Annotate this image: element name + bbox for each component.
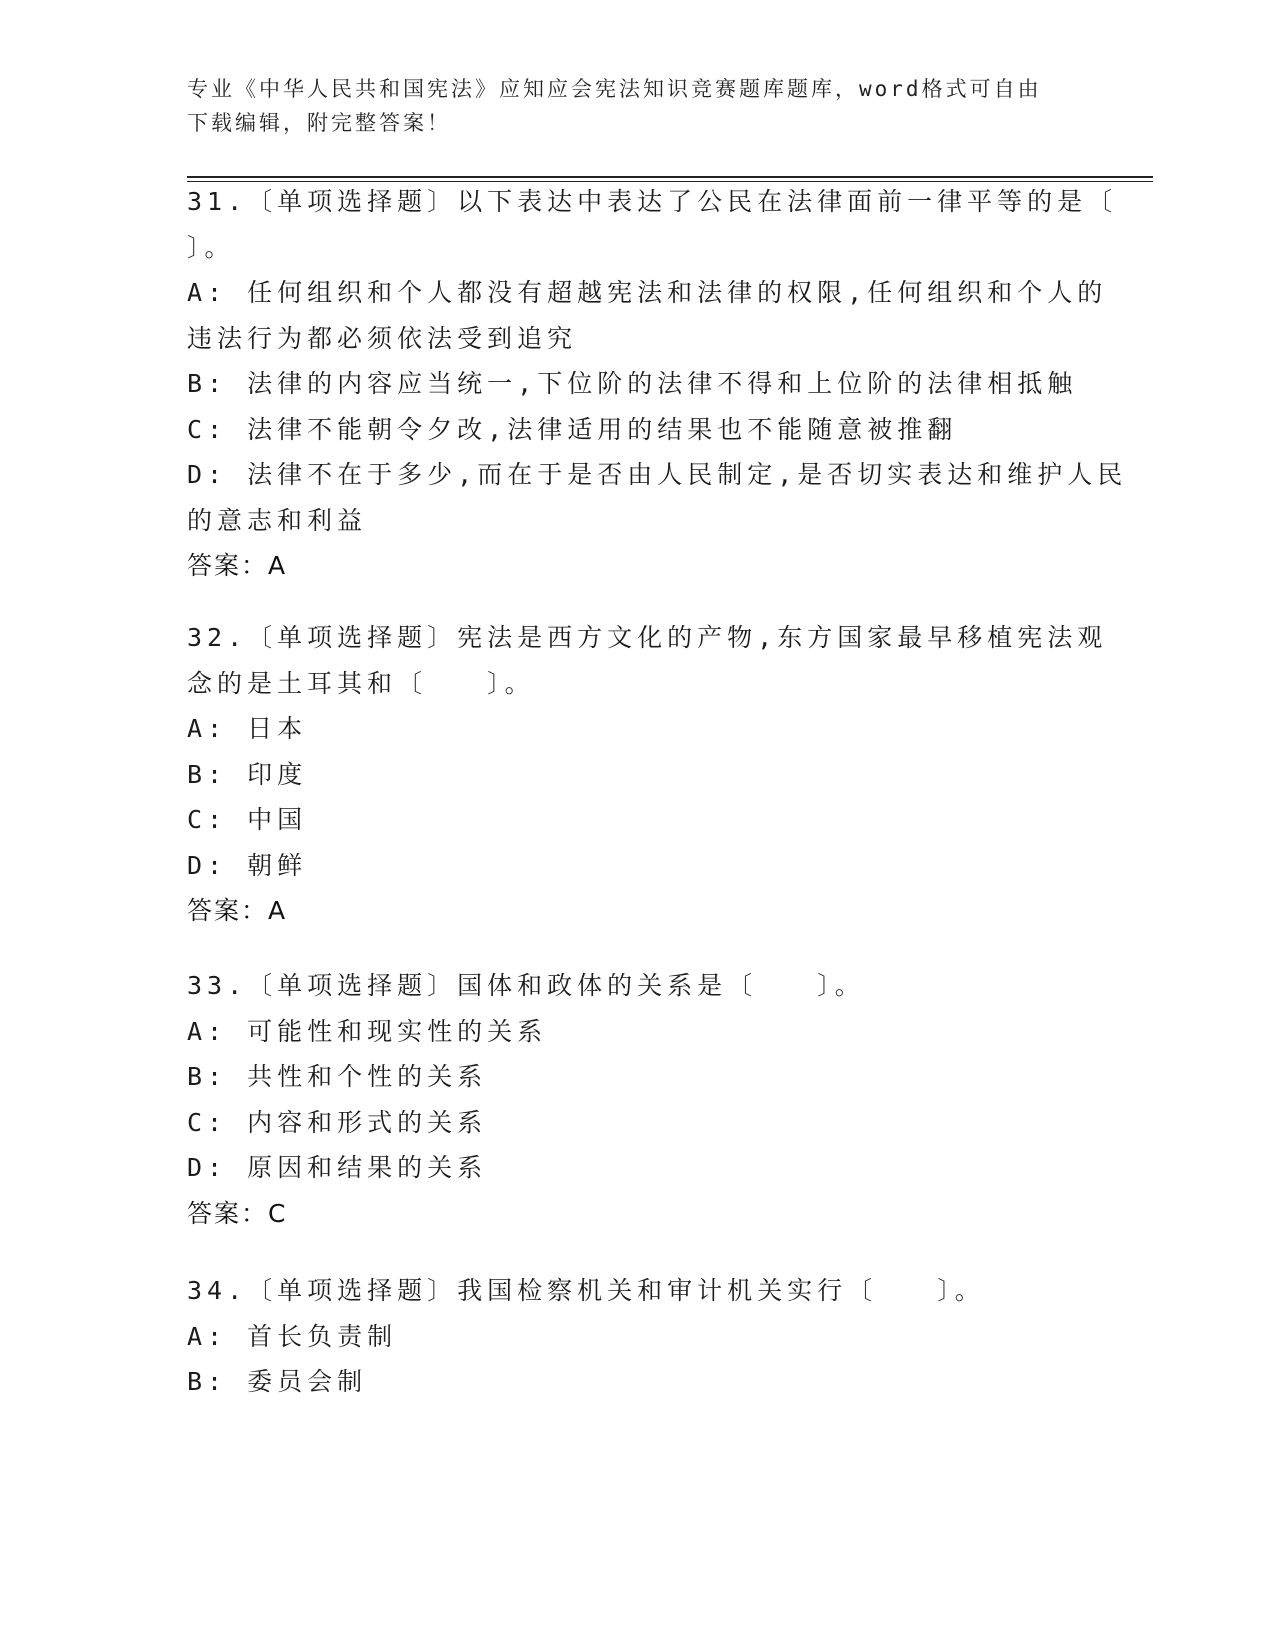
answer-label: 答案： [187,1198,269,1228]
option-b: B: 共性和个性的关系 [187,1062,488,1091]
question-stem: 32.〔单项选择题〕宪法是西方文化的产物,东方国家最早移植宪法观 [187,623,1108,652]
header-line-2: 下载编辑，附完整答案！ [187,111,451,135]
question-31 [187,179,1128,589]
question-stem: 34.〔单项选择题〕我国检察机关和审计机关实行〔 〕。 [187,1276,985,1305]
option-d: D: 法律不在于多少,而在于是否由人民制定,是否切实表达和维护人民 [187,460,1128,489]
option-d: D: 朝鲜 [187,850,308,880]
option-c: C: 法律不能朝令夕改,法律适用的结果也不能随意被推翻 [187,414,958,444]
option-d: D: 原因和结果的关系 [187,1153,488,1182]
answer-label: 答案： [187,896,269,925]
answer-label: 答案： [187,551,269,580]
question-stem: 念的是土耳其和〔 〕。 [187,668,535,698]
option-c: C: 内容和形式的关系 [187,1107,488,1137]
document-header [187,72,1067,140]
question-34 [187,1268,1067,1405]
answer-line [187,1191,1067,1237]
answer-value: A [268,551,288,580]
answer-value: A [268,896,288,925]
option-c: C: 中国 [187,805,308,834]
answer-line [187,888,1067,934]
answer-line [187,543,1067,589]
question-stem: 31.〔单项选择题〕以下表达中表达了公民在法律面前一律平等的是〔 [187,187,1118,216]
question-stem: 33.〔单项选择题〕国体和政体的关系是〔 〕。 [187,971,865,1000]
header-divider [187,176,1153,178]
option-a: A: 可能性和现实性的关系 [187,1016,548,1046]
option-a: A: 首长负责制 [187,1321,398,1351]
option-a: A: 日本 [187,714,308,743]
header-line-1: 专业《中华人民共和国宪法》应知应会宪法知识竞赛题库题库，word格式可自由 [187,77,1042,101]
question-32 [187,615,1108,934]
option-d: 的意志和利益 [187,505,368,535]
question-stem: 〕。 [187,232,235,262]
option-a: A: 任何组织和个人都没有超越宪法和法律的权限,任何组织和个人的 [187,278,1108,307]
question-33 [187,963,1067,1236]
answer-value: C [268,1198,288,1228]
option-b: B: 印度 [187,759,308,789]
option-b: B: 委员会制 [187,1367,368,1396]
option-a: 违法行为都必须依法受到追究 [187,323,578,353]
option-b: B: 法律的内容应当统一,下位阶的法律不得和上位阶的法律相抵触 [187,369,1078,398]
